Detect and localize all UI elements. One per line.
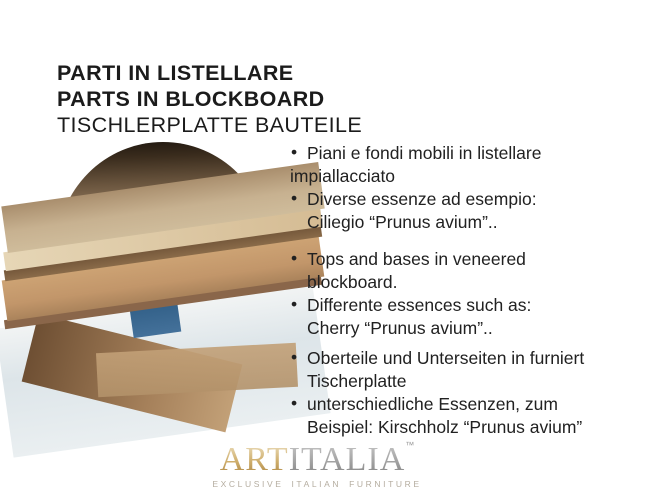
bullet-line: [288, 317, 650, 340]
bullet-column: [288, 142, 650, 439]
bullet-icon: •: [291, 294, 298, 314]
bullet-line: [288, 165, 650, 188]
blockboard-photo: [57, 142, 269, 356]
bullet-text: blockboard.: [307, 272, 398, 292]
bullet-text: Tischerplatte: [307, 371, 407, 391]
bullet-text: Piani e fondi mobili in listellare: [307, 143, 542, 163]
bullet-group-english: [288, 248, 650, 340]
artitalia-logo: [167, 428, 467, 477]
bullet-text: impiallacciato: [290, 166, 396, 186]
bullet-icon: •: [291, 142, 298, 162]
bullet-text: Beispiel: Kirschholz “Prunus avium”: [307, 417, 583, 437]
bullet-group-italian: [288, 142, 650, 234]
title-line-english: PARTS IN BLOCKBOARD: [57, 87, 325, 111]
logo-art-text: ART: [219, 441, 289, 478]
bullet-group-german: [288, 347, 650, 439]
bullet-text: Oberteile und Unterseiten in furniert: [307, 348, 585, 368]
bullet-text: unterschiedliche Essenzen, zum: [307, 394, 558, 414]
bullet-line: [288, 347, 650, 370]
bullet-icon: •: [291, 248, 298, 268]
bullet-text: Differente essences such as:: [307, 295, 532, 315]
bullet-line: [288, 294, 650, 317]
title-line-german: TISCHLERPLATTE BAUTEILE: [57, 113, 363, 137]
bullet-icon: •: [291, 347, 298, 367]
bullet-line: [288, 271, 650, 294]
bullet-line: [288, 370, 650, 393]
bullet-text: Diverse essenze ad esempio:: [307, 189, 537, 209]
bullet-line: [288, 211, 650, 234]
logo-tagline: EXCLUSIVE ITALIAN FURNITURE: [212, 479, 422, 489]
title-line-italian: PARTI IN LISTELLARE: [57, 61, 294, 85]
page-title: [57, 60, 362, 138]
bullet-line: [288, 248, 650, 271]
logo-italia-text: ITALIA: [288, 441, 406, 478]
trademark-icon: ™: [405, 440, 415, 450]
bullet-line: [288, 188, 650, 211]
bullet-line: [288, 142, 650, 165]
bullet-line: [288, 393, 650, 416]
bullet-icon: •: [291, 393, 298, 413]
bullet-text: Ciliegio “Prunus avium”..: [307, 212, 498, 232]
brand-footer: [167, 428, 467, 489]
bullet-text: Tops and bases in veneered: [307, 249, 526, 269]
bullet-icon: •: [291, 188, 298, 208]
bullet-text: Cherry “Prunus avium”..: [307, 318, 493, 338]
